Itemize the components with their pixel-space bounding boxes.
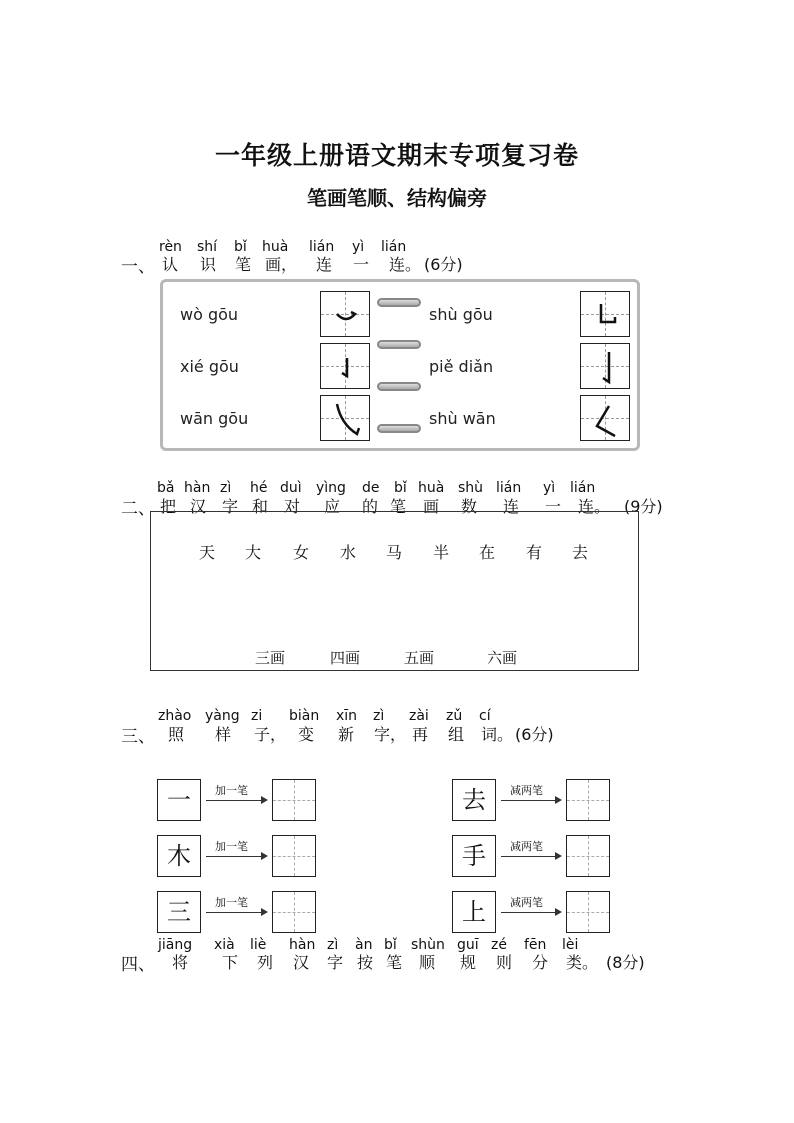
hanzi: 组 [448, 725, 465, 744]
answer-box[interactable] [272, 835, 316, 877]
hanzi: 子， [254, 725, 287, 744]
hanzi: 样 [215, 725, 232, 744]
hanzi: 数 [461, 497, 478, 516]
pinyin: fēn [524, 937, 547, 953]
hanzi: 照 [168, 725, 185, 744]
hanzi: 则 [496, 953, 513, 972]
hanzi: 认 [162, 255, 179, 274]
heng-zhe-gou-stroke-icon [321, 292, 371, 338]
hanzi: 词。 [481, 725, 514, 744]
answer-box[interactable] [566, 779, 610, 821]
pinyin: liè [250, 937, 267, 953]
pinyin: lián [381, 239, 407, 255]
source-char-box: 手 [452, 835, 496, 877]
page-title: 一年级上册语文期末专项复习卷 [214, 141, 579, 170]
hanzi: 字， [374, 725, 407, 744]
pinyin: xīn [336, 708, 358, 724]
pinyin: huà [418, 480, 445, 496]
hanzi: 汉 [190, 497, 207, 516]
hanzi: 连。 [389, 255, 422, 274]
stroke-box-right-3 [580, 395, 630, 441]
character-item: 有 [526, 543, 543, 562]
pinyin: bǎ [157, 480, 175, 496]
hanzi: 分 [532, 953, 549, 972]
page-subtitle: 笔画笔顺、结构偏旁 [307, 186, 487, 210]
source-char-box: 上 [452, 891, 496, 933]
pinyin: hé [250, 480, 268, 496]
pinyin: yì [543, 480, 556, 496]
pinyin: de [362, 480, 380, 496]
source-char-box: 一 [157, 779, 201, 821]
stroke-name-left: wān gōu [180, 409, 249, 428]
hanzi: 字 [327, 953, 344, 972]
pinyin: jiāng [158, 937, 193, 953]
hanzi: 笔 [235, 255, 252, 274]
pinyin: zi [251, 708, 263, 724]
ring-icon [377, 424, 421, 433]
pinyin: zì [327, 937, 339, 953]
hanzi: 列 [257, 953, 274, 972]
hanzi: 再 [412, 725, 429, 744]
transform-label: 减两笔 [510, 896, 543, 909]
pinyin: biàn [289, 708, 320, 724]
pinyin: hàn [184, 480, 211, 496]
ring-icon [377, 382, 421, 391]
hanzi: 对 [284, 497, 301, 516]
answer-box[interactable] [566, 891, 610, 933]
score: (9分) [624, 497, 663, 516]
stroke-box-left-2 [320, 343, 370, 389]
question-number: 二、 [121, 499, 155, 519]
hanzi: 画， [265, 255, 298, 274]
stroke-name-right: shù gōu [429, 305, 493, 324]
shu-gou-stroke-icon [321, 344, 371, 390]
answer-box[interactable] [272, 891, 316, 933]
transform-label: 加一笔 [215, 784, 248, 797]
source-char-box: 三 [157, 891, 201, 933]
pinyin: yàng [205, 708, 240, 724]
stroke-count-category: 六画 [487, 649, 518, 667]
stroke-name-right: piě diǎn [429, 357, 494, 376]
hanzi: 连 [316, 255, 333, 274]
question-number: 三、 [121, 727, 155, 747]
arrow-icon [501, 856, 560, 857]
hanzi: 将 [172, 953, 189, 972]
hanzi: 顺 [419, 953, 436, 972]
pinyin: yì [352, 239, 365, 255]
arrow-icon [206, 912, 266, 913]
hanzi: 类。 [566, 953, 599, 972]
ring-icon [377, 340, 421, 349]
question-number: 一、 [121, 257, 155, 277]
hanzi: 下 [222, 953, 239, 972]
pinyin: hàn [289, 937, 316, 953]
pinyin: zhào [158, 708, 192, 724]
score: (6分) [515, 725, 554, 744]
pinyin: lèi [562, 937, 579, 953]
stroke-count-category: 三画 [255, 649, 286, 667]
pinyin: shùn [411, 937, 445, 953]
stroke-box-right-1 [580, 291, 630, 337]
hanzi: 应 [324, 497, 341, 516]
character-item: 女 [293, 543, 310, 562]
character-item: 半 [433, 543, 450, 562]
pinyin: yìng [316, 480, 346, 496]
arrow-icon [501, 800, 560, 801]
hanzi: 的 [362, 497, 379, 516]
hanzi: 笔 [390, 497, 407, 516]
arrow-icon [501, 912, 560, 913]
stroke-box-left-1 [320, 291, 370, 337]
character-item: 去 [572, 543, 589, 562]
pinyin: zì [373, 708, 385, 724]
question-number: 四、 [121, 955, 155, 975]
hanzi: 识 [200, 255, 217, 274]
stroke-count-category: 五画 [404, 649, 435, 667]
pinyin: duì [280, 480, 302, 496]
pinyin: zǔ [446, 708, 463, 724]
hanzi: 按 [357, 953, 374, 972]
transform-label: 加一笔 [215, 896, 248, 909]
xie-gou-stroke-icon [321, 396, 371, 442]
pinyin: lián [570, 480, 596, 496]
shu-wan-gou-stroke-icon [581, 292, 631, 338]
transform-label: 减两笔 [510, 840, 543, 853]
stroke-box-left-3 [320, 395, 370, 441]
hanzi: 字 [222, 497, 239, 516]
stroke-box-right-2 [580, 343, 630, 389]
pinyin: bǐ [394, 480, 407, 496]
character-item: 大 [245, 543, 262, 562]
hanzi: 汉 [293, 953, 310, 972]
pinyin: lián [309, 239, 335, 255]
stroke-count-panel [150, 511, 639, 671]
character-item: 天 [199, 543, 216, 562]
character-item: 在 [479, 543, 496, 562]
pinyin: guī [457, 937, 479, 953]
source-char-box: 木 [157, 835, 201, 877]
arrow-icon [206, 800, 266, 801]
pinyin: shù [458, 480, 484, 496]
arrow-icon [206, 856, 266, 857]
stroke-name-left: xié gōu [180, 357, 239, 376]
answer-box[interactable] [272, 779, 316, 821]
hanzi: 把 [160, 497, 177, 516]
hanzi: 连 [503, 497, 520, 516]
ring-icon [377, 298, 421, 307]
pinyin: bǐ [384, 937, 397, 953]
pinyin: bǐ [234, 239, 247, 255]
stroke-name-right: shù wān [429, 409, 496, 428]
pinyin: shí [197, 239, 218, 255]
pinyin: àn [355, 937, 373, 953]
hanzi: 画 [423, 497, 440, 516]
hanzi: 一 [353, 255, 370, 274]
score: (6分) [424, 255, 463, 274]
transform-label: 加一笔 [215, 840, 248, 853]
character-item: 马 [386, 543, 403, 562]
pinyin: rèn [159, 239, 182, 255]
hanzi: 和 [252, 497, 269, 516]
pinyin: cí [479, 708, 491, 724]
pinyin: lián [496, 480, 522, 496]
hanzi: 笔 [386, 953, 403, 972]
hanzi: 规 [460, 953, 477, 972]
hanzi: 变 [298, 725, 315, 744]
hanzi: 新 [338, 725, 355, 744]
pinyin: zài [409, 708, 429, 724]
pinyin: zé [491, 937, 507, 953]
stroke-count-category: 四画 [330, 649, 361, 667]
pinyin: huà [262, 239, 289, 255]
character-item: 水 [340, 543, 357, 562]
source-char-box: 去 [452, 779, 496, 821]
stroke-name-left: wò gōu [180, 305, 239, 324]
answer-box[interactable] [566, 835, 610, 877]
shu-gou-stroke-icon [581, 344, 631, 390]
transform-label: 减两笔 [510, 784, 543, 797]
score: (8分) [606, 953, 645, 972]
hanzi: 一 [545, 497, 562, 516]
pinyin: xià [214, 937, 235, 953]
pinyin: zì [220, 480, 232, 496]
hanzi: 连。 [578, 497, 611, 516]
pie-dian-stroke-icon [581, 396, 631, 442]
